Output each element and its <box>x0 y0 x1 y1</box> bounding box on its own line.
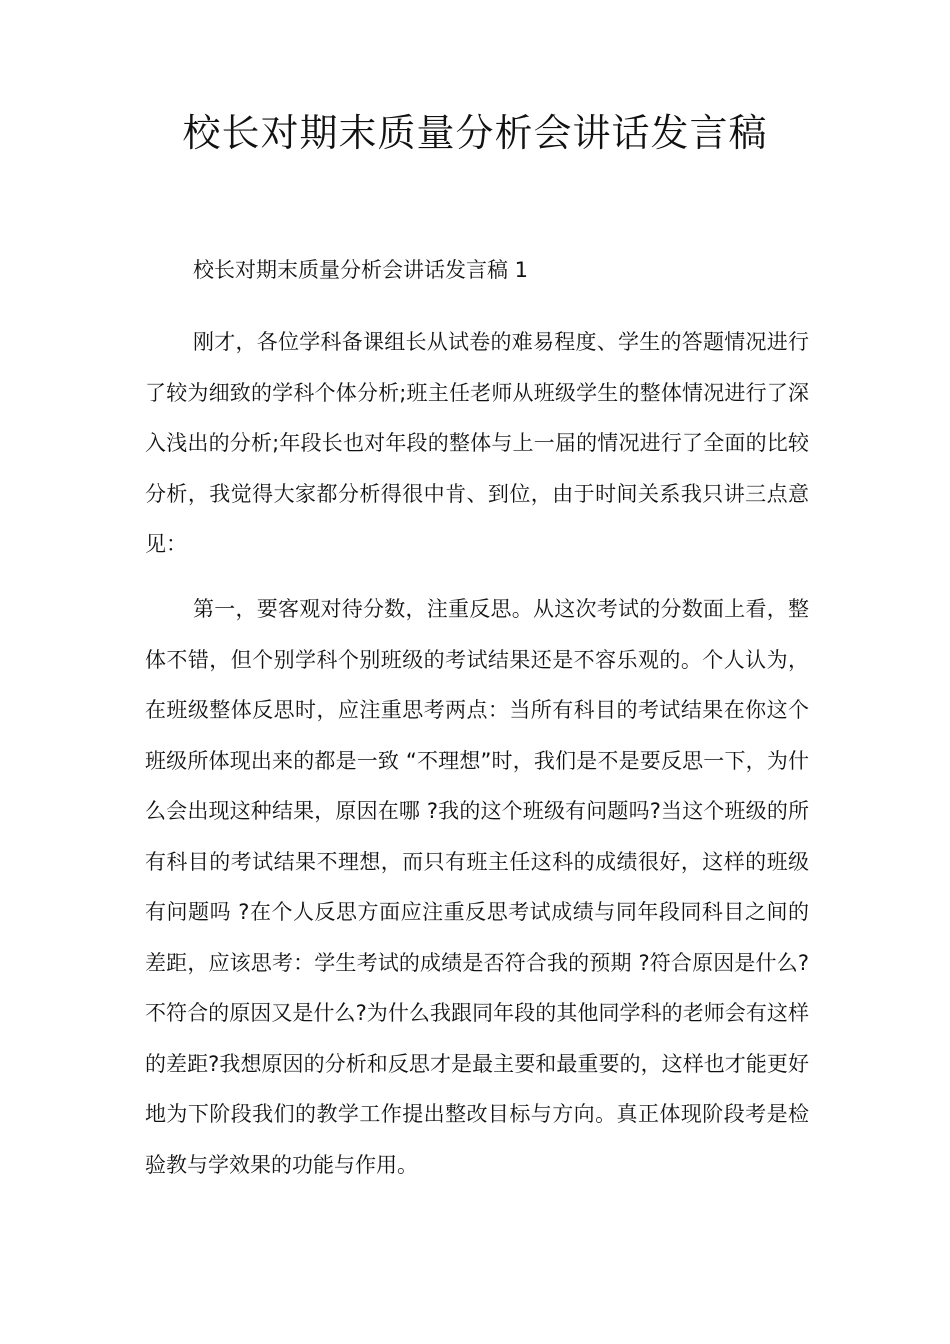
document-title: 校长对期末质量分析会讲话发言稿 <box>182 111 768 155</box>
section-heading: 校长对期末质量分析会讲话发言稿 1 <box>193 258 529 282</box>
paragraph-1: 刚才，各位学科备课组长从试卷的难易程度、学生的答题情况进行了较为细致的学科个体分析;班主任老师从班级学生的整体情况进行了深入浅出的分析;年段长也对年段的整体与上一届的情况进行了全面的比较分析，我觉得大家都分析得很中肯、到位，由于时间关系我只讲三点意见： <box>145 330 809 556</box>
paragraph-2: 第一，要客观对待分数，注重反思。从这次考试的分数面上看，整体不错，但个别学科个别班级的考试结果还是不容乐观的。个人认为，在班级整体反思时，应注重思考两点：当所有科目的考试结果在你这个班级所体现出来的都是一致 “不理想”时，我们是不是要反思一下，为什么会出现这种结果，原因在哪 ?我的这个班级有问题吗?当这个班级的所有科目的考试结果不理想，而只有班主任这科的成绩很好，这样的班级有问题吗 ?在个人反思方面应注重反思考试成绩与同年段同科目之间的差距，应该思考：学生考试的成绩是否符合我的预期 ?符合原因是什么?不符合的原因又是什么?为什么我跟同年段的其他同学科的老师会有这样的差距?我想原因的分析和反思才是最主要和最重要的，这样也才能更好地为下阶段我们的教学工作提出整改目标与方向。真正体现阶段考是检验教与学效果的功能与作用。 <box>145 597 809 1177</box>
